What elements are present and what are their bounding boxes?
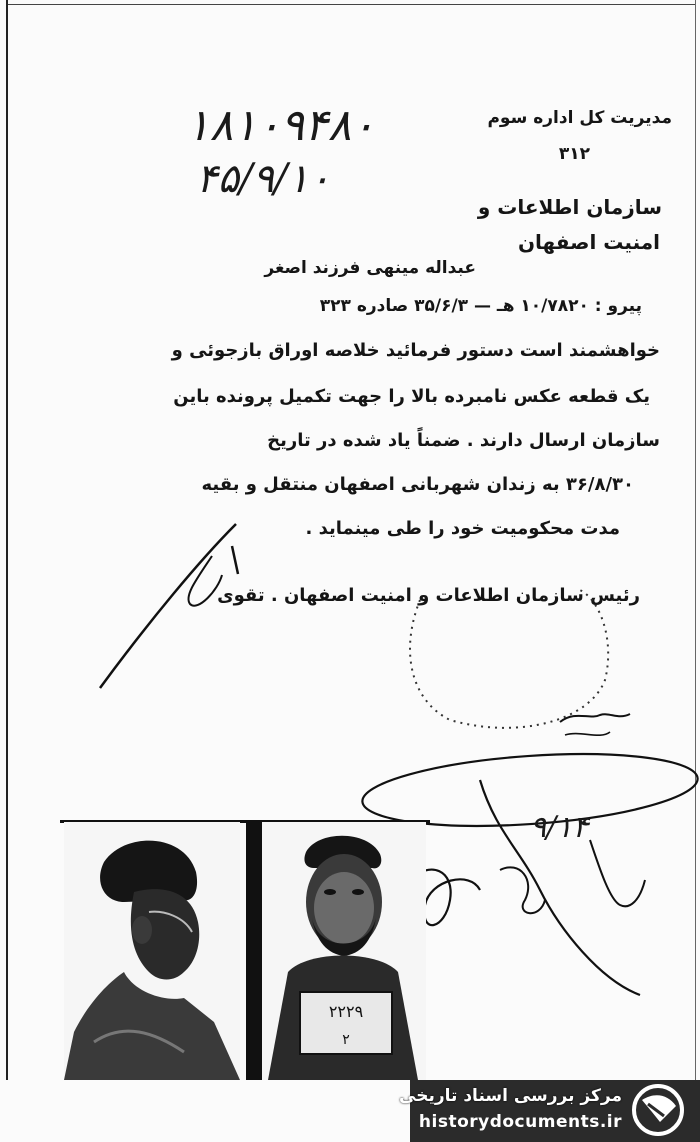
page-edge-left <box>6 0 8 1080</box>
body-line-1: خواهشمند است دستور فرمائید خلاصه اوراق بازجوئی و <box>171 340 660 361</box>
svg-text:٢: ٢ <box>342 1032 350 1048</box>
archive-logo-icon <box>630 1082 686 1138</box>
reference-line: پیرو : ۱۰/۷۸۲۰ هـ — ۳۵/۶/۳ صادره ۳۲۳ <box>319 296 642 316</box>
body-line-4: ۳۶/۸/۳۰ به زندان شهربانی اصفهان منتقل و بقیه <box>201 474 634 495</box>
svg-text:٢٢٢٩: ٢٢٢٩ <box>328 1002 364 1021</box>
frontal-photo <box>246 822 426 1080</box>
handwritten-number: ۱۸۱۰۹۴۸۰ <box>186 100 376 151</box>
subject-name: عبداله مینهی فرزند اصغر <box>264 258 476 278</box>
frontal-photo-image <box>248 822 426 1080</box>
body-line-3: سازمان ارسال دارند . ضمناً یاد شده در تاریخ <box>267 430 660 451</box>
department-number: ۳۱۲ <box>558 144 590 164</box>
organization-line-2: امنیت اصفهان <box>517 230 660 254</box>
signatory-line: رئیس سازمان اطلاعات و امنیت اصفهان . تقوی <box>217 585 640 606</box>
round-stamp <box>410 590 608 728</box>
profile-photo-image <box>64 822 240 1080</box>
handwritten-date: ۴۵/۹/۱۰ <box>196 156 331 202</box>
footer-url[interactable]: historydocuments.ir <box>418 1112 622 1132</box>
body-line-2: یک قطعه عکس نامبرده بالا را جهت تکمیل پرونده باین <box>173 386 650 407</box>
signature-stroke <box>100 524 236 688</box>
organization-line-1: سازمان اطلاعات و <box>477 195 662 219</box>
department-heading: مدیریت کل اداره سوم <box>487 108 672 128</box>
profile-photo <box>64 822 240 1080</box>
page-edge-top <box>6 4 696 5</box>
footer-org-name: مرکز بررسی اسناد تاریخی <box>399 1086 622 1106</box>
margin-handwritten-date: ۹/۱۴ <box>530 810 589 845</box>
page-edge-right <box>695 0 696 1080</box>
body-line-5: مدت محکومیت خود را طی مینماید . <box>305 518 620 539</box>
